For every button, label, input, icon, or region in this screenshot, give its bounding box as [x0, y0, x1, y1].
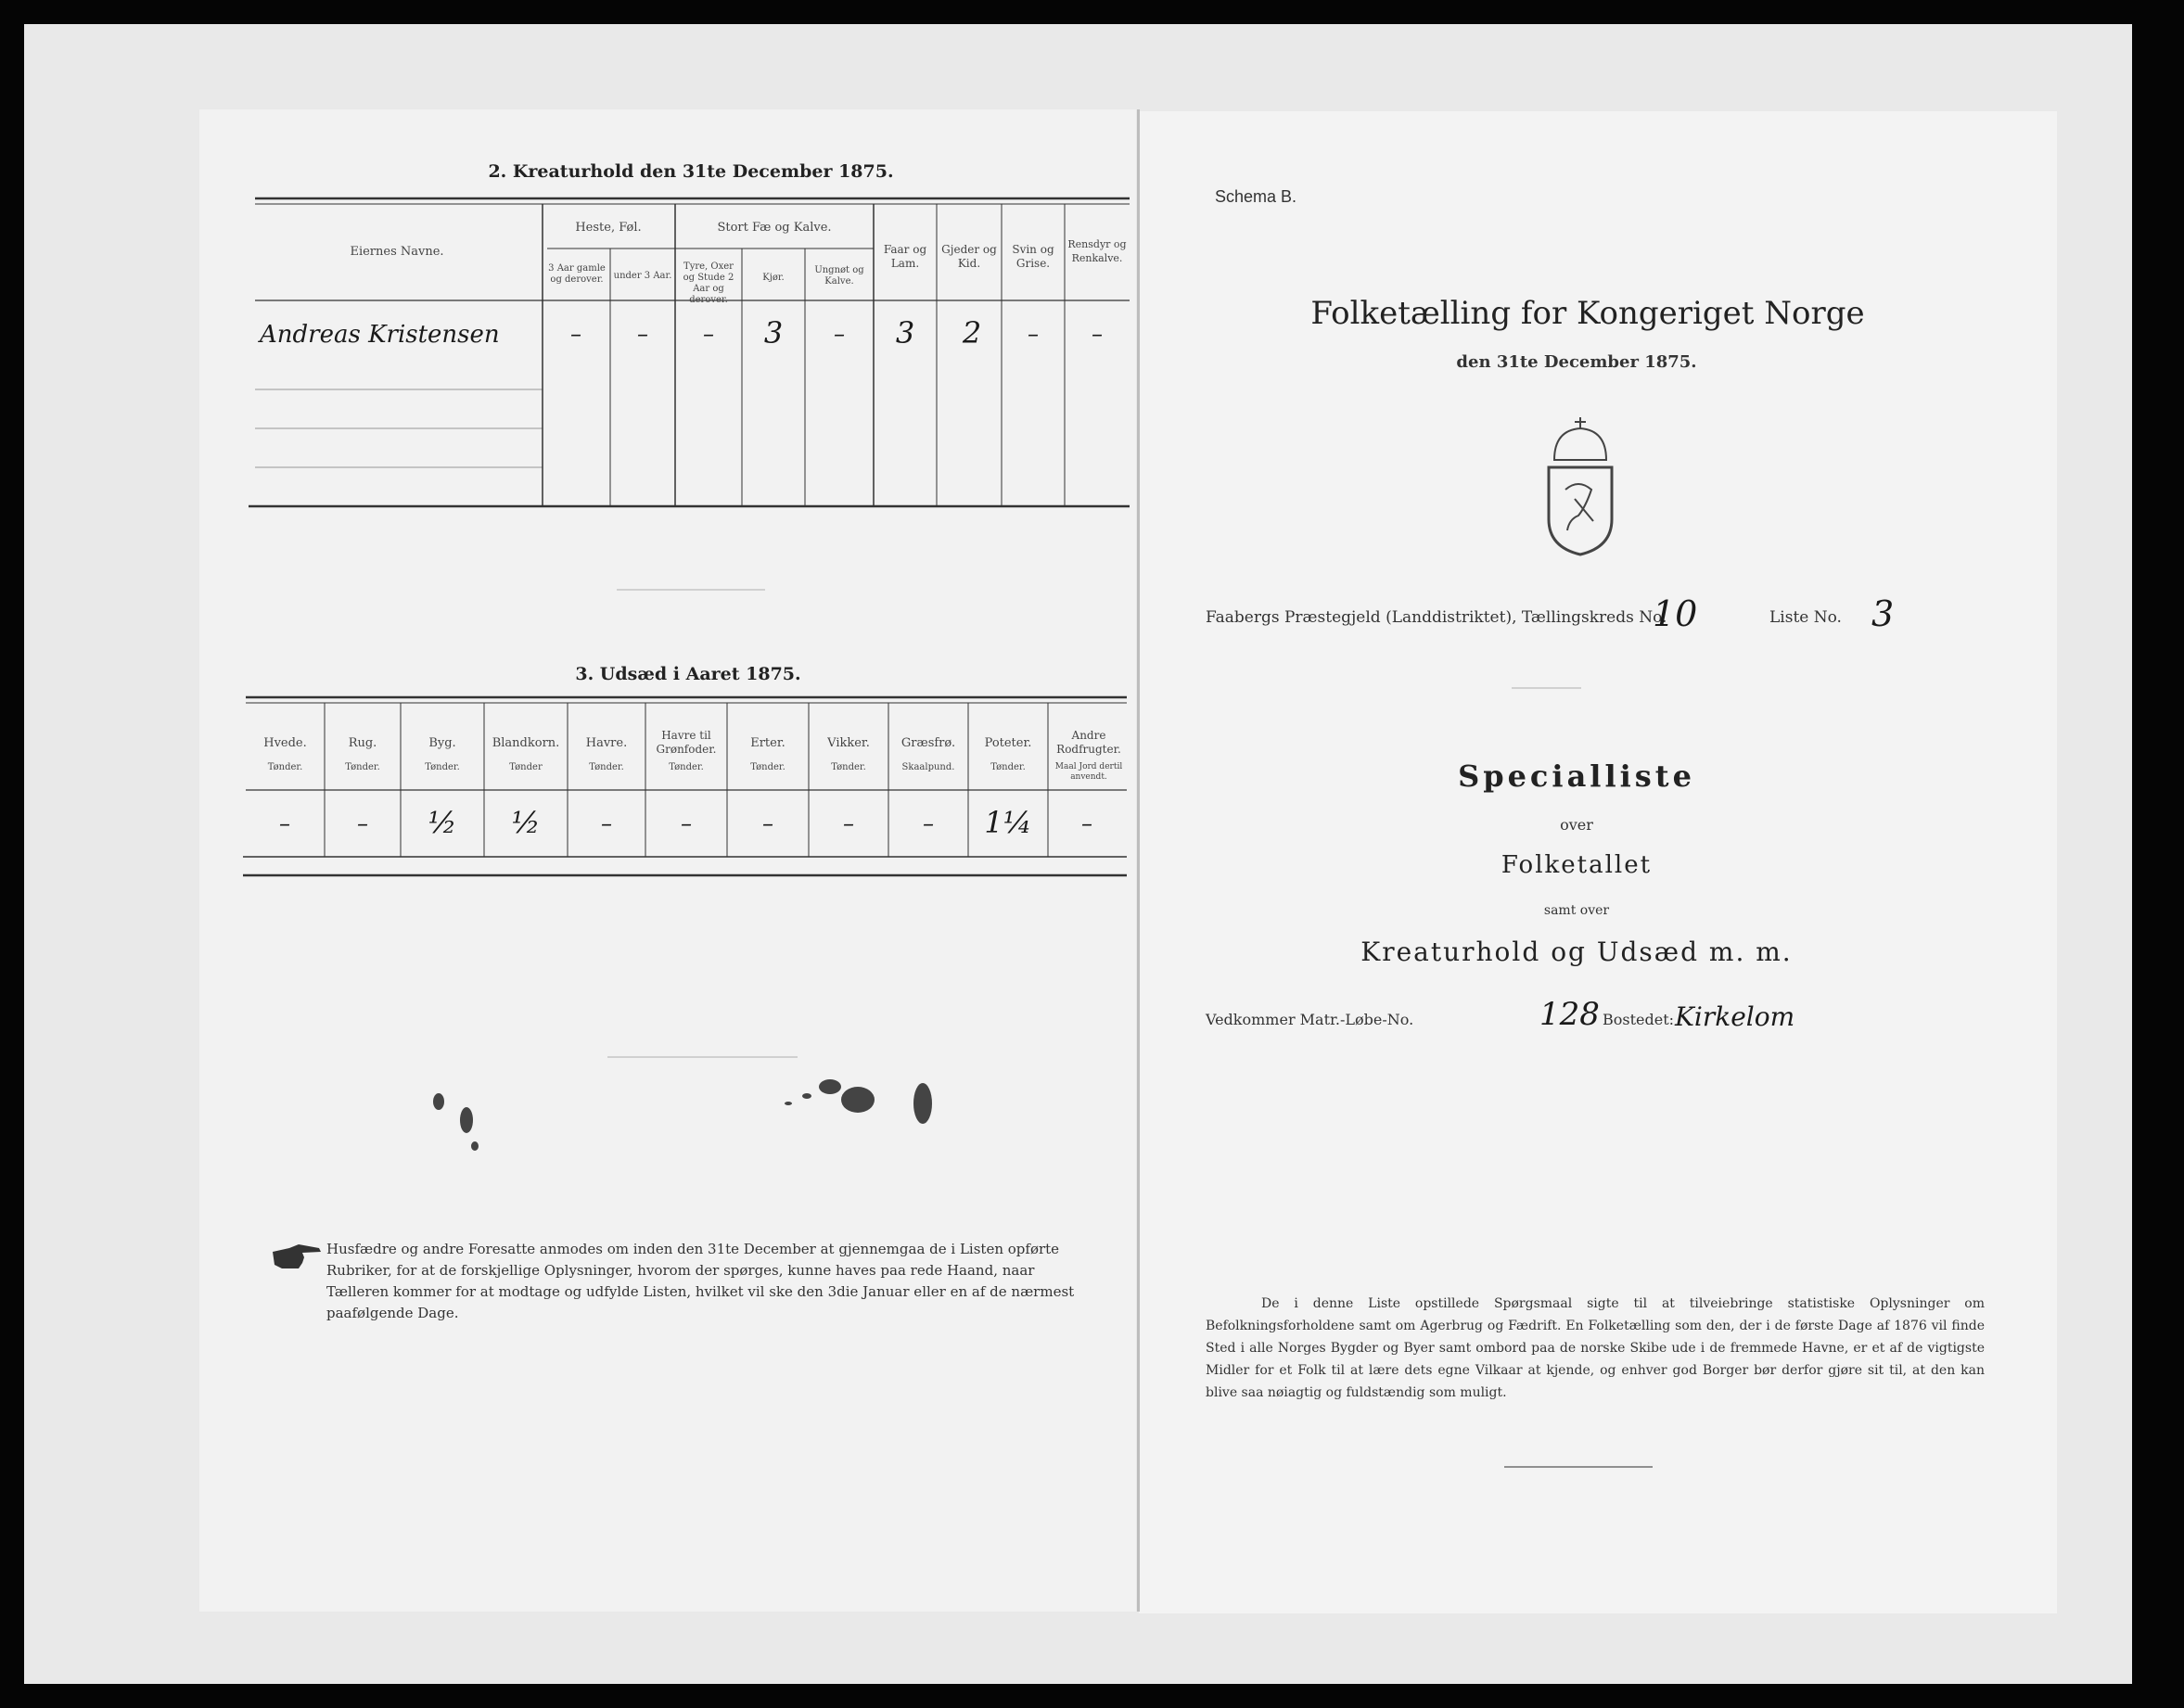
over-label: over — [1560, 816, 1593, 834]
seed-header-green-oats: Havre til Grønfoder. — [656, 729, 717, 756]
cattle-sub-header-bulls: Tyre, Oxer og Stude 2 Aar og derover. — [683, 261, 734, 305]
seed-unit-mixed: Tønder — [509, 762, 543, 772]
cattle-sub-header-calves: Ungnøt og Kalve. — [814, 265, 864, 287]
seed-unit-vetch: Tønder. — [831, 762, 866, 772]
seed-cell-mixed: ½ — [511, 805, 541, 840]
right-notice: De i denne Liste opstillede Spørgsmaal sigte til at tilveiebringe statistiske Oplysninger om Befolkningsforholdene samt om Agerbrug og Fædrift. En Folketælling som den, der i de første Dage af 1876 vil finde Sted i alle Norges Bygder og Byer samt ombord paa de norske Skibe ude i de fremmede Havne, er et af de vigtigste Midler for et Folk til at lære dets egne Vilkaar at kjende, og enhver god Borger bør derfor gjøre sit til, at den kan blive saa nøiagtig og fuldstændig som muligt. — [1206, 1296, 1985, 1400]
seed-header-rye: Rug. — [348, 736, 377, 750]
col-header-goats: Gjeder og Kid. — [941, 243, 997, 270]
liste-label: Liste No. — [1769, 608, 1842, 627]
schema-label: Schema B. — [1215, 187, 1297, 206]
seed-header-mixed: Blandkorn. — [492, 736, 560, 750]
owner-header: Eiernes Navne. — [350, 245, 444, 259]
seed-header-barley: Byg. — [428, 736, 456, 750]
seed-title: 3. Udsæd i Aaret 1875. — [575, 664, 801, 684]
horse-sub-header-adult: 3 Aar gamle og derover. — [548, 263, 606, 285]
horse-sub-header-young: under 3 Aar. — [613, 271, 672, 281]
seed-cell-grass: – — [923, 810, 934, 836]
seed-unit-rye: Tønder. — [345, 762, 380, 772]
seed-unit-oats: Tønder. — [589, 762, 624, 772]
seed-cell-potatoes: 1¼ — [984, 805, 1032, 840]
seed-header-roots: Andre Rodfrugter. — [1056, 729, 1121, 756]
liste-number: 3 — [1871, 593, 1895, 634]
seed-cell-green-oats: – — [681, 810, 692, 836]
bosted-value: Kirkelom — [1675, 1001, 1795, 1032]
seed-unit-grass: Skaalpund. — [901, 762, 955, 772]
seed-header-oats: Havre. — [585, 736, 628, 750]
matr-label: Vedkommer Matr.-Løbe-No. — [1206, 1011, 1414, 1028]
pointing-hand-icon — [271, 1241, 323, 1274]
cell-reindeer: – — [1092, 321, 1103, 347]
livestock-title: 2. Kreaturhold den 31te December 1875. — [488, 161, 894, 182]
seed-unit-roots: Maal Jord dertil anvendt. — [1054, 762, 1123, 782]
folketallet-label: Folketallet — [1501, 851, 1653, 879]
cell-pigs: – — [1028, 321, 1039, 347]
seed-header-potatoes: Poteter. — [984, 736, 1032, 750]
seed-cell-oats: – — [601, 810, 612, 836]
col-header-sheep: Faar og Lam. — [883, 243, 927, 270]
cell-horses-adult: – — [570, 321, 581, 347]
seed-cell-peas: – — [762, 810, 773, 836]
seed-header-vetch: Vikker. — [827, 736, 870, 750]
cell-goats: 2 — [962, 315, 982, 351]
census-date: den 31te December 1875. — [1456, 352, 1697, 372]
seed-header-peas: Erter. — [750, 736, 785, 750]
seed-header-wheat: Hvede. — [263, 736, 307, 750]
kreaturhold-label: Kreaturhold og Udsæd m. m. — [1360, 937, 1793, 967]
left-notice: Husfædre og andre Foresatte anmodes om inden den 31te December at gjennemgaa de i Listen opførte Rubriker, for at de forskjellige Oplysninger, hvorom der spørges, kunne haves paa rede Haand, naar Tælleren kommer for at modtage og udfylde Listen, hvilket vil ske den 3die Januar eller en af de nærmest paafølgende Dage. — [326, 1241, 1075, 1321]
cattle-group-header: Stort Fæ og Kalve. — [717, 221, 832, 235]
seed-cell-roots: – — [1081, 810, 1092, 836]
col-header-pigs: Svin og Grise. — [1012, 243, 1054, 270]
samt-over-label: samt over — [1543, 903, 1610, 918]
cell-cows: 3 — [763, 315, 784, 351]
horse-group-header: Heste, Føl. — [575, 221, 642, 235]
seed-unit-wheat: Tønder. — [267, 762, 303, 772]
coat-of-arms-icon — [1541, 417, 1619, 556]
cell-sheep: 3 — [895, 315, 915, 351]
cell-bulls: – — [703, 321, 714, 347]
owner-name: Andreas Kristensen — [260, 321, 500, 349]
district-label: Faabergs Præstegjeld (Landdistriktet), Tællingskreds No. — [1206, 608, 1667, 627]
census-title: Folketælling for Kongeriget Norge — [1310, 295, 1865, 332]
seed-cell-rye: – — [357, 810, 368, 836]
seed-header-grass: Græsfrø. — [900, 736, 956, 750]
ink-smudges — [422, 1066, 941, 1168]
seed-unit-green-oats: Tønder. — [669, 762, 704, 772]
col-header-reindeer: Rensdyr og Renkalve. — [1067, 238, 1127, 264]
seed-cell-barley: ½ — [428, 805, 457, 840]
seed-unit-peas: Tønder. — [750, 762, 785, 772]
specialliste-heading: Specialliste — [1458, 758, 1695, 794]
seed-cell-vetch: – — [843, 810, 854, 836]
seed-unit-potatoes: Tønder. — [990, 762, 1026, 772]
district-number: 10 — [1653, 593, 1698, 634]
cell-horses-young: – — [637, 321, 648, 347]
cattle-sub-header-cows: Kjør. — [762, 273, 785, 283]
seed-unit-barley: Tønder. — [425, 762, 460, 772]
bosted-label: Bostedet: — [1603, 1011, 1675, 1028]
matr-number: 128 — [1539, 996, 1600, 1033]
cell-calves: – — [834, 321, 845, 347]
seed-cell-wheat: – — [279, 810, 290, 836]
